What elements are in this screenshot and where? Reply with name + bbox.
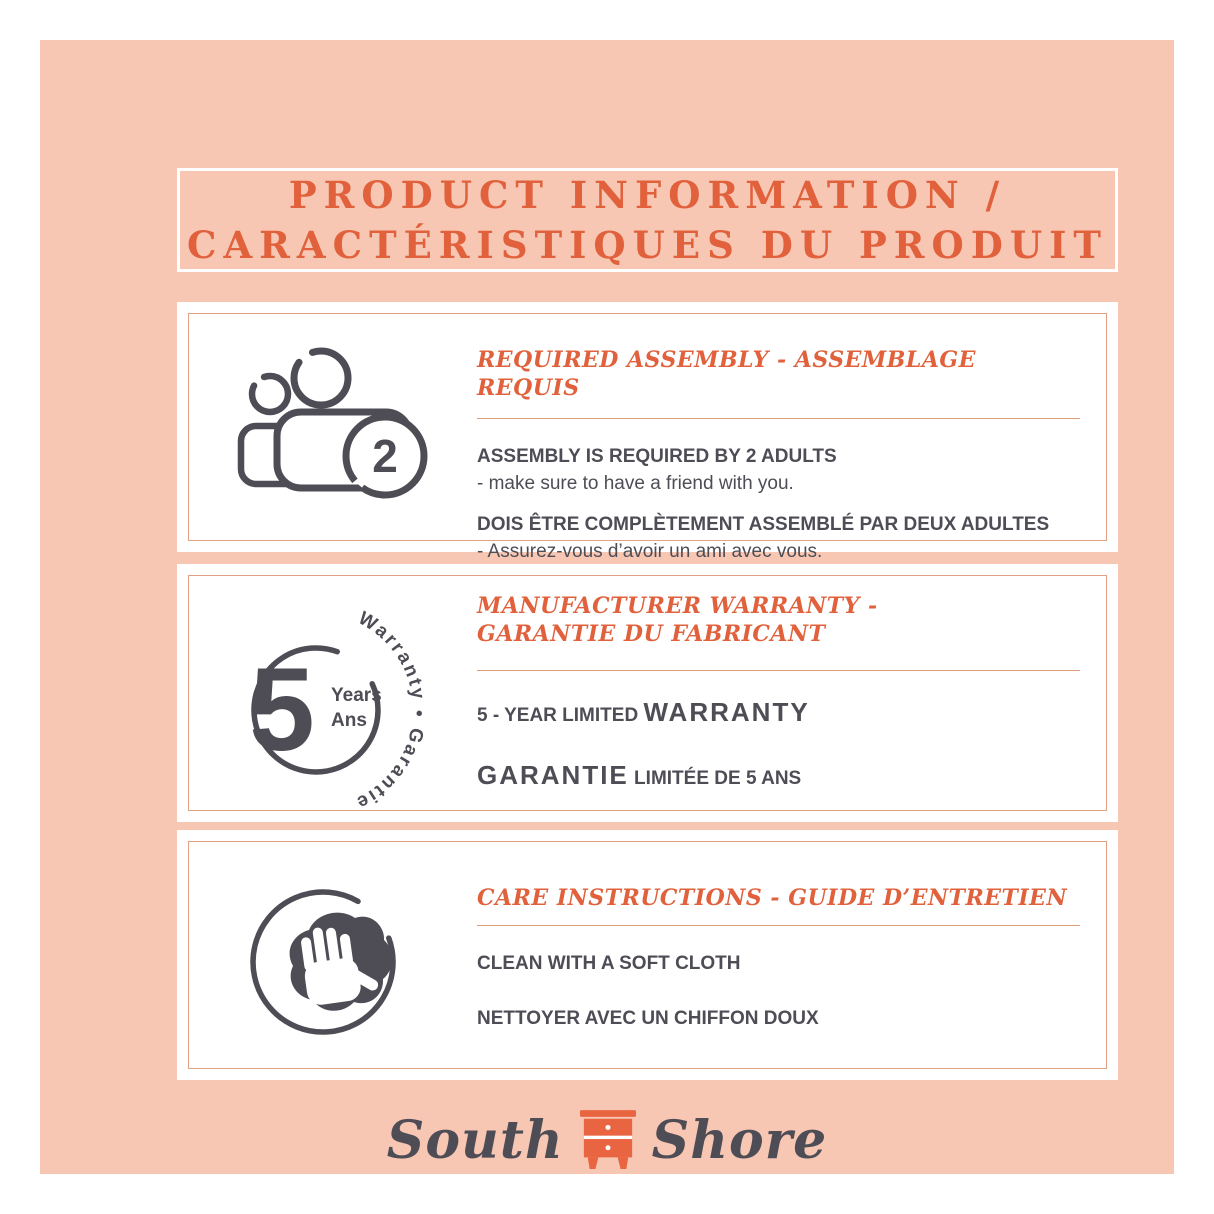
warranty-heading-line-1: MANUFACTURER WARRANTY - bbox=[477, 593, 878, 619]
warranty-heading-line-2: GARANTIE DU FABRICANT bbox=[477, 621, 826, 647]
dresser-logo-icon bbox=[580, 1110, 636, 1170]
five-year-warranty-badge-icon bbox=[219, 598, 444, 813]
card-required-assembly bbox=[177, 302, 1118, 562]
heading-divider bbox=[477, 670, 1080, 671]
warranty-badge-number: 5 bbox=[249, 644, 315, 776]
care-en-line: CLEAN WITH A SOFT CLOTH bbox=[477, 953, 741, 974]
product-info-panel bbox=[40, 40, 1174, 1174]
care-heading: CARE INSTRUCTIONS - GUIDE D’ENTRETIEN bbox=[477, 885, 1068, 911]
warranty-fr-line bbox=[477, 760, 1080, 791]
card-care-instructions bbox=[177, 830, 1118, 1080]
assembly-fr-note: - Assurez-vous d’avoir un ami avec vous. bbox=[477, 541, 823, 562]
south-shore-logo bbox=[40, 1108, 1174, 1172]
care-content bbox=[477, 830, 1080, 1032]
warranty-badge-label-fr: Ans bbox=[331, 710, 367, 731]
assembly-content bbox=[477, 302, 1080, 565]
warranty-ring-text: Warranty • Garantie bbox=[351, 607, 430, 813]
care-fr-line: NETTOYER AVEC UN CHIFFON DOUX bbox=[477, 1008, 819, 1029]
title-box bbox=[177, 168, 1118, 272]
warranty-en-line bbox=[477, 697, 1080, 728]
assembly-heading: REQUIRED ASSEMBLY - ASSEMBLAGE REQUIS bbox=[477, 347, 976, 401]
assembly-fr-bold: DOIS ÊTRE COMPLÈTEMENT ASSEMBLÉ PAR DEUX ADULTES bbox=[477, 514, 1050, 535]
warranty-en-emph: WARRANTY bbox=[643, 697, 810, 727]
cleaning-cloth-icon bbox=[237, 874, 417, 1046]
assembly-en-note: - make sure to have a friend with you. bbox=[477, 473, 794, 494]
page-title-line-1: PRODUCT INFORMATION / bbox=[288, 173, 1007, 217]
card-manufacturer-warranty bbox=[177, 564, 1118, 822]
heading-divider bbox=[477, 925, 1080, 926]
warranty-fr-emph: GARANTIE bbox=[477, 760, 629, 790]
heading-divider bbox=[477, 418, 1080, 419]
warranty-fr-suffix: LIMITÉE DE 5 ANS bbox=[628, 768, 802, 789]
two-adults-icon bbox=[225, 338, 435, 523]
logo-word-south: South bbox=[386, 1109, 564, 1171]
assembly-en-bold: ASSEMBLY IS REQUIRED BY 2 ADULTS bbox=[477, 446, 837, 467]
logo-word-shore: Shore bbox=[651, 1109, 828, 1171]
assembly-count-badge-number: 2 bbox=[372, 430, 398, 482]
warranty-badge-label-en: Years bbox=[331, 685, 382, 706]
warranty-en-prefix: 5 - YEAR LIMITED bbox=[477, 705, 644, 726]
page-title-line-2: CARACTÉRISTIQUES DU PRODUIT bbox=[187, 223, 1108, 267]
warranty-content bbox=[477, 564, 1080, 791]
